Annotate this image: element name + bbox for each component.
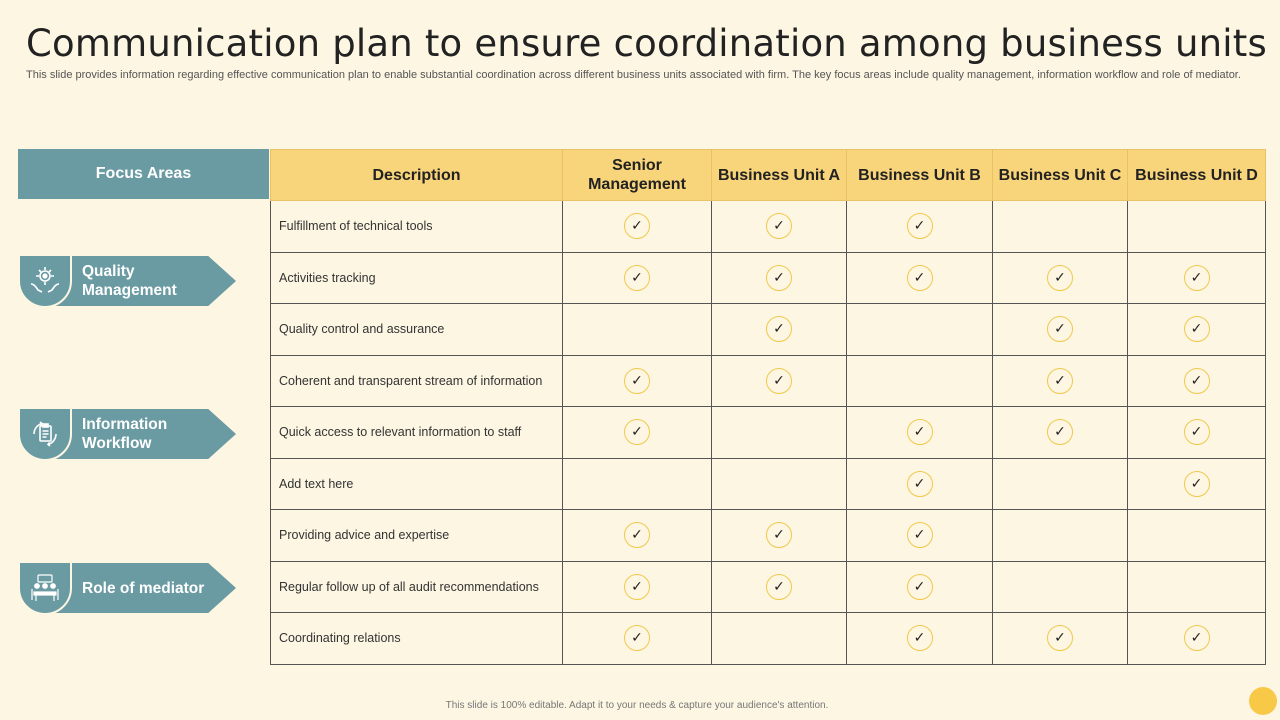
checkmark-icon: ✓ — [1047, 625, 1073, 651]
focus-area-role-of-mediator — [18, 561, 236, 615]
checkmark-icon: ✓ — [624, 419, 650, 445]
table-row — [271, 561, 1266, 613]
check-cell — [847, 458, 993, 510]
checkmark-icon: ✓ — [624, 522, 650, 548]
checkmark-icon: ✓ — [624, 368, 650, 394]
check-cell — [847, 613, 993, 665]
column-header-business-unit-a: Business Unit A — [712, 150, 847, 201]
checkmark-icon: ✓ — [766, 213, 792, 239]
check-cell — [712, 407, 847, 459]
check-cell — [563, 304, 712, 356]
checkmark-icon: ✓ — [1184, 316, 1210, 342]
row-description: Providing advice and expertise — [271, 510, 563, 562]
checkmark-icon: ✓ — [907, 419, 933, 445]
column-header-business-unit-b: Business Unit B — [847, 150, 993, 201]
check-cell — [993, 561, 1128, 613]
focus-area-label: Information Workflow — [82, 416, 168, 452]
check-cell — [1128, 252, 1266, 304]
checkmark-icon: ✓ — [766, 574, 792, 600]
check-cell — [712, 201, 847, 253]
check-cell — [563, 252, 712, 304]
row-description: Add text here — [271, 458, 563, 510]
table-body — [271, 201, 1266, 665]
checkmark-icon: ✓ — [907, 574, 933, 600]
check-cell — [847, 561, 993, 613]
checkmark-icon: ✓ — [624, 213, 650, 239]
check-cell — [712, 252, 847, 304]
checkmark-icon: ✓ — [1047, 265, 1073, 291]
focus-areas-header: Focus Areas — [18, 149, 269, 199]
check-cell — [1128, 510, 1266, 562]
checkmark-icon: ✓ — [1184, 625, 1210, 651]
column-header-description: Description — [271, 150, 563, 201]
row-description: Coordinating relations — [271, 613, 563, 665]
check-cell — [993, 407, 1128, 459]
page-subtitle: This slide provides information regarding effective communication plan to enable substantial coordination across different business units associated with firm. The key focus areas include quality management, information workflow and role of mediator. — [26, 69, 1241, 81]
check-cell — [1128, 561, 1266, 613]
check-cell — [712, 304, 847, 356]
check-cell — [993, 613, 1128, 665]
focus-area-information-workflow — [18, 407, 236, 461]
check-cell — [1128, 407, 1266, 459]
checkmark-icon: ✓ — [1047, 316, 1073, 342]
table-row — [271, 252, 1266, 304]
row-description: Fulfillment of technical tools — [271, 201, 563, 253]
check-cell — [847, 407, 993, 459]
focus-area-label: Quality Management — [82, 263, 177, 299]
checkmark-icon: ✓ — [766, 316, 792, 342]
communication-plan-table — [270, 149, 1266, 665]
check-cell — [563, 355, 712, 407]
footer-note: This slide is 100% editable. Adapt it to your needs & capture your audience's attention. — [445, 700, 829, 711]
check-cell — [993, 510, 1128, 562]
check-cell — [993, 252, 1128, 304]
check-cell — [563, 613, 712, 665]
column-header-business-unit-d: Business Unit D — [1128, 150, 1266, 201]
row-description: Activities tracking — [271, 252, 563, 304]
column-header-senior-management: Senior Management — [563, 150, 712, 201]
check-cell — [993, 458, 1128, 510]
table-row — [271, 304, 1266, 356]
focus-area-label: Role of mediator — [82, 579, 205, 597]
check-cell — [1128, 458, 1266, 510]
focus-area-quality-management — [18, 254, 236, 308]
table-row — [271, 613, 1266, 665]
checkmark-icon: ✓ — [907, 522, 933, 548]
check-cell — [712, 510, 847, 562]
table-row — [271, 510, 1266, 562]
checkmark-icon: ✓ — [1047, 368, 1073, 394]
check-cell — [563, 201, 712, 253]
checkmark-icon: ✓ — [766, 368, 792, 394]
check-cell — [847, 510, 993, 562]
table-row — [271, 407, 1266, 459]
check-cell — [993, 304, 1128, 356]
checkmark-icon: ✓ — [1184, 419, 1210, 445]
check-cell — [563, 407, 712, 459]
row-description: Quick access to relevant information to staff — [271, 407, 563, 459]
check-cell — [563, 458, 712, 510]
checkmark-icon: ✓ — [766, 522, 792, 548]
check-cell — [847, 355, 993, 407]
checkmark-icon: ✓ — [1184, 368, 1210, 394]
check-cell — [1128, 304, 1266, 356]
checkmark-icon: ✓ — [907, 471, 933, 497]
row-description: Quality control and assurance — [271, 304, 563, 356]
row-description: Regular follow up of all audit recommendations — [271, 561, 563, 613]
check-cell — [847, 304, 993, 356]
workflow-clipboard-icon — [18, 407, 72, 461]
check-cell — [712, 561, 847, 613]
page-title: Communication plan to ensure coordination among business units — [26, 22, 1267, 65]
checkmark-icon: ✓ — [1184, 265, 1210, 291]
column-header-business-unit-c: Business Unit C — [993, 150, 1128, 201]
check-cell — [1128, 613, 1266, 665]
table-header-row — [271, 150, 1266, 201]
check-cell — [712, 355, 847, 407]
row-description: Coherent and transparent stream of information — [271, 355, 563, 407]
checkmark-icon: ✓ — [766, 265, 792, 291]
check-cell — [712, 458, 847, 510]
check-cell — [1128, 355, 1266, 407]
check-cell — [847, 252, 993, 304]
check-cell — [563, 561, 712, 613]
table-row — [271, 458, 1266, 510]
check-cell — [712, 613, 847, 665]
checkmark-icon: ✓ — [624, 574, 650, 600]
check-cell — [993, 355, 1128, 407]
checkmark-icon: ✓ — [1184, 471, 1210, 497]
table-row — [271, 355, 1266, 407]
checkmark-icon: ✓ — [907, 265, 933, 291]
checkmark-icon: ✓ — [624, 265, 650, 291]
corner-decoration — [1249, 687, 1277, 715]
meeting-icon — [18, 561, 72, 615]
checkmark-icon: ✓ — [624, 625, 650, 651]
check-cell — [1128, 201, 1266, 253]
checkmark-icon: ✓ — [907, 213, 933, 239]
check-cell — [993, 201, 1128, 253]
checkmark-icon: ✓ — [907, 625, 933, 651]
quality-hands-icon — [18, 254, 72, 308]
check-cell — [847, 201, 993, 253]
check-cell — [563, 510, 712, 562]
table-row — [271, 201, 1266, 253]
checkmark-icon: ✓ — [1047, 419, 1073, 445]
